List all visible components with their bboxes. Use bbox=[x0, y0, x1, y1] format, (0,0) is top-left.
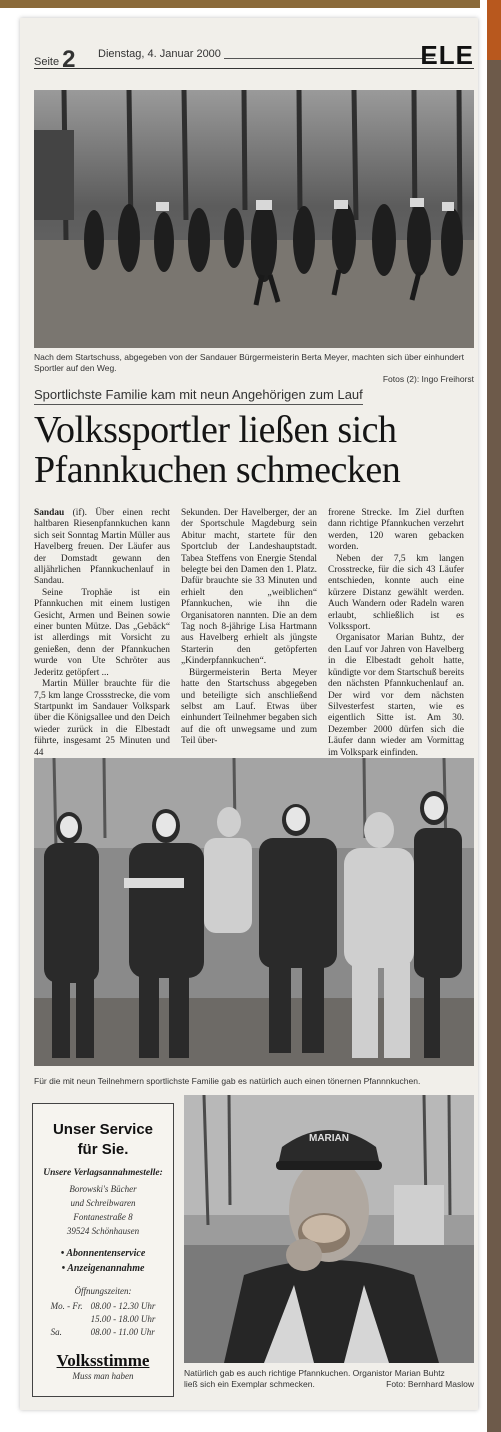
organizer-photo bbox=[184, 1095, 474, 1363]
runners-caption-text: Nach dem Startschuss, abgegeben von der Sandauer Bürgermeisterin Berta Meyer, machten sich über einhundert Sportler auf den Weg. bbox=[34, 352, 464, 373]
newspaper-page bbox=[20, 18, 478, 1410]
col3-paragraph-2: Neben der 7,5 km langen Crosstrecke, für die sich 43 Läufer entschieden, konnte auch eine kürzere Distanz gewählt werden. Auch Wandern oder Radeln waren erlaubt, schließlich ist es Volkssport. bbox=[328, 553, 464, 633]
service-bullet-2: • Anzeigenannahme bbox=[61, 1263, 145, 1274]
headline-line-1: Volkssportler ließen sich bbox=[34, 409, 397, 451]
organizer-caption-line-2: ließ sich ein Exemplar schmecken. bbox=[184, 1379, 315, 1389]
venue-line-2: und Schreibwaren bbox=[70, 1198, 136, 1208]
venue-heading: Unsere Verlagsannahmestelle: bbox=[43, 1168, 163, 1178]
runners-photo-credit: Fotos (2): Ingo Freihorst bbox=[382, 374, 474, 384]
service-title-line-1: Unser Service bbox=[52, 1121, 154, 1138]
hours-row bbox=[47, 1300, 160, 1313]
venue-line-3: Fontanestraße 8 bbox=[73, 1212, 133, 1222]
runners-photo bbox=[34, 90, 474, 348]
headline-line-2: Pfannkuchen schmecken bbox=[34, 449, 401, 491]
header-rule bbox=[224, 58, 434, 59]
article-subhead: Sportlichste Familie kam mit neun Angehörigen zum Lauf bbox=[34, 387, 363, 405]
hours-day: Sa. bbox=[50, 1327, 62, 1337]
volksstimme-logo: Volksstimme bbox=[56, 1351, 150, 1370]
right-edge bbox=[487, 0, 501, 1432]
top-edge bbox=[0, 0, 480, 8]
hours-time: 08.00 - 12.30 Uhr bbox=[90, 1301, 156, 1311]
col1-paragraph-1 bbox=[34, 508, 170, 588]
service-title-line-2: für Sie. bbox=[77, 1141, 129, 1158]
runners-caption bbox=[34, 352, 474, 384]
service-bullet-1: • Abonnentenservice bbox=[60, 1248, 146, 1259]
dateline: Sandau bbox=[34, 508, 65, 518]
page-label: Seite bbox=[34, 56, 60, 68]
col2-paragraph-1: Sekunden. Der Havelberger, der an der Sportschule Magdeburg sein Abitur macht, startete für den Sportclub der Landeshauptstadt. Tabea Steffens von Energie Stendal belegte bei den Damen den 1. Platz. Dafür brauchte sie 33 Minuten und erhielt den „weiblichen“ Pfannkuchen, wie ihn die Organisatoren nannten. Die an dem Tag noch 8-jährige Lisa Hartmann aus Havelberg erhielt als jüngste Starterin den getöpferten „Kinderpfannkuchen“. bbox=[181, 508, 317, 667]
organizer-caption bbox=[184, 1368, 474, 1390]
hours-time: 08.00 - 11.00 Uhr bbox=[90, 1327, 155, 1337]
col3-paragraph-3: Organisator Marian Buhtz, der den Lauf vor Jahren von Havelberg in die Elbestadt geholt hatte, kündigte vor dem Startschuß bereits den nächsten Pfannkuchenlauf an. Der wird vor dem nächsten Silvesterfest starten, wie es eigentlich Sitte ist. Am 30. Dezember 2000 dürfen sich die Läufer dann wieder am Vormittag im Volkspark einfinden. bbox=[328, 633, 464, 758]
issue-date: Dienstag, 4. Januar 2000 bbox=[98, 48, 221, 60]
hours-day: Mo. - Fr. bbox=[50, 1301, 83, 1311]
hours-day bbox=[47, 1313, 87, 1326]
volksstimme-slogan: Muss man haben bbox=[72, 1371, 134, 1381]
col1-paragraph-1-text: (if). Über einen recht haltbaren Riesenpfannkuchen kann sich seit Sonntag Martin Müller aus Havelberg freuen. Der Läufer aus der Domstadt gewann den alljährlichen Pfannkuchenlauf in Sandau. bbox=[34, 508, 171, 587]
venue-line-4: 39524 Schönhausen bbox=[66, 1226, 140, 1236]
cap-lettering: MARIAN bbox=[309, 1133, 349, 1144]
hours-row bbox=[47, 1313, 160, 1326]
col2-paragraph-2: Bürgermeisterin Berta Meyer hatte den Startschuss abgegeben und beteiligte sich anschließend selbst am Lauf. Etwas über einhundert Teilnehmer begaben sich auf die oft unwegsame und zum Teil über- bbox=[181, 667, 317, 747]
organizer-caption-line-1: Natürlich gab es auch richtige Pfannkuchen. Organistor Marian Buhtz bbox=[184, 1368, 445, 1378]
article-column-2 bbox=[181, 508, 317, 748]
hours-heading: Öffnungszeiten: bbox=[74, 1286, 132, 1296]
col1-paragraph-2: Seine Trophäe ist ein Pfannkuchen mit einem lustigen Gesicht, Armen und Beinen sowie einer bunten Mütze. Das „Gebäck“ ist allerdings mit Vorsicht zu genießen, denn der Pfannkuchen wurde von Ute Schröter aus Jederitz getöpfert ... bbox=[34, 587, 170, 678]
article-headline bbox=[34, 410, 480, 490]
page-header bbox=[34, 30, 474, 73]
opening-hours-table bbox=[47, 1300, 160, 1339]
page-number bbox=[34, 44, 76, 72]
article-column-1 bbox=[34, 508, 170, 759]
col1-paragraph-3: Martin Müller brauchte für die 7,5 km lange Crossstrecke, die vom Startpunkt im Sandauer Volkspark über die Königsallee und den Deich wieder zurück in die Elbestadt führte, insgesamt 25 Minuten und 44 bbox=[34, 679, 170, 758]
hours-time: 15.00 - 18.00 Uhr bbox=[90, 1314, 156, 1324]
service-box bbox=[32, 1103, 174, 1397]
section-masthead: ELE bbox=[420, 40, 474, 70]
col3-paragraph-1: frorene Strecke. Im Ziel durften dann richtige Pfannkuchen verzehrt werden, 120 waren gebacken worden. bbox=[328, 508, 464, 553]
article-column-3 bbox=[328, 508, 464, 759]
organizer-photo-credit: Foto: Bernhard Maslow bbox=[386, 1379, 474, 1389]
hours-row bbox=[47, 1326, 160, 1339]
venue-line-1: Borowski's Bücher bbox=[69, 1184, 137, 1194]
family-photo bbox=[34, 758, 474, 1066]
page-number-value: 2 bbox=[62, 46, 76, 73]
family-caption: Für die mit neun Teilnehmern sportlichste Familie gab es natürlich auch einen tönernen Pfannnkuchen. bbox=[34, 1076, 421, 1086]
